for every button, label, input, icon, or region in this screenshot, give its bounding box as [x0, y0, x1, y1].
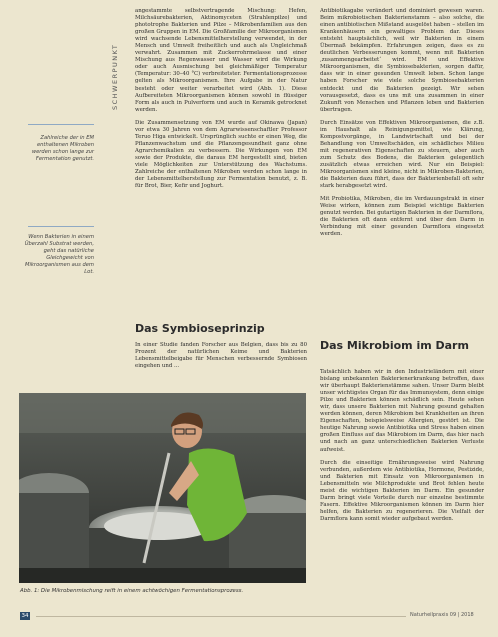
- paragraph: Die Zusammensetzung von EM wurde auf Okinawa (Japan) vor etwa 30 Jahren von dem Agrarwissenschaftler Professor Teruo Higa entwickelt. Ursprünglich suchte er einen Weg, die Pflanzenwachstum und die Pflanzengesundheit ganz ohne Agrarchemikalien zu verbessern. Die Wirkungen von EM sowie der Produkte, die daraus EM hergestellt sind, bieten viele Möglichkeiten zur Unterstützung des Wachstums. Zahlreiche der enthaltenen Mikroben werden schon lange in der Lebensmittelherstellung zur Fermentation benutzt, z. B. für Brot, Bier, Kefir und Joghurt.: [135, 119, 307, 190]
- paragraph: Antibiotikagabe verändert und dominiert gewesen waren. Beim mikrobiotischen Bakterienstamm – also solche, die einen antibiotischen Mißstand ausgelöst haben – stellen im Krankenhäusern ein gewaltiges Problem dar. Dieses entsteht hauptsächlich, weil wir Bakterien in einem Übermaß bekämpfen. Erfahrungen zeigen, dass es zu deutlichen Verbesserungen kommt, wenn mit Bakterien ‚zusammengearbeitet‘ wird. EM und Effektive Mikroorganismen, die Symbiosebakterien, sorgen dafür, dass wir in einer gesunden Umwelt leben. Schon lange haben Forscher wie viele solche Symbiosebakterien entdeckt und die Bakterien gezeigt. Wir sehen vorausgesetzt, dass es uns mit uns zusammen in einer Zukunft von Menschen und Pflanzen leben und Bakterien übertragen.: [320, 8, 484, 113]
- section-heading: Das Symbioseprinzip: [135, 322, 265, 335]
- publication-footer: Naturheilpraxis 09 | 2018: [410, 612, 474, 618]
- photo-man-with-fermentation-vat: [19, 393, 306, 583]
- paragraph: Mit Probiotika, Mikroben, die im Verdauungstrakt in einer Weise wirken, können zum Beispiel wichtige Bakterien genutzt werden. Bei gutartigen Bakterien in der Darmflora, die Bakterien oft dann entfernt und über den Darm in Verbindung mit einer gesunden Darmflora eingesetzt werden.: [320, 196, 484, 238]
- body-column-middle-lower: [135, 342, 307, 392]
- footer-rule: [36, 616, 406, 617]
- photo-illustration: [19, 393, 306, 583]
- photo-caption: Abb. 1: Die Mikrobenmischung reift in einem achtwöchigen Fermentationsprozess.: [20, 588, 244, 594]
- paragraph: Tatsächlich haben wir in den Industrieländern mit einer bislang unbekannten Bakterienerkrankung betroffen, dass wir überhaupt Bakterienstämme sahen. Unser Darm bleibt unser wichtigstes Organ für das Immunsystem, denn einige Pilze und Bakterien können schädlich sein. Heute sehen wir, dass unsere Bakterien mit Nahrung gesund gehalten werden können, deren Mikrobiom bei Krankheiten an ihren Eigenschaften, beispielsweise Allergien, gestört ist. Die heutige Nahrung sowie Antibiotika und Stress haben einen großen Einfluss auf das Mikrobiom im Darm, das hier nach und nach an ganz unterschiedlichen Bakterien Verluste aufweist.: [320, 369, 484, 453]
- sidebar-divider: [28, 124, 94, 125]
- paragraph: Durch Einsätze von Effektiven Mikroorganismen, die z.B. im Haushalt als Reinigungsmittel, wie Klärung, Kompostvorgänge, in Landwirtschaft und bei der Behandlung von Umweltschäden, ein schädliches Milieu mit regenerativen Eigenschaften zu steuern, aber auch zum Schutz des Bodens, die Bakterien gelegentlich zusätzlich etwas erreichen wird. Nur ein Beispiel: Mikroorganismen sind kleine, nicht in Mikroben-Bakterien, die Bakterien dazu führt, dass der Bakterienbefall oft sehr stark herabgesetzt wird.: [320, 119, 484, 190]
- page-number: 34: [21, 613, 29, 619]
- body-column-right: [320, 8, 484, 338]
- body-column-middle: [135, 8, 307, 328]
- paragraph: In einer Studie fanden Forscher aus Belgien, dass bis zu 80 Prozent der natürlichen Keime und Bakterien Lebensmittelbeigabe für Menschen verbessernde Symbiosen eingehen und ...: [135, 342, 307, 370]
- paragraph: Durch die einseitige Ernährungsweise wird Nahrung verbunden, außerdem wie Antibiotika, Hormone, Pestizide, und Bakterien mit Einsatz von Mikroorganismen in Lebensmitteln wie Milchprodukte und Brot fehlen heute meist die wichtigen Bakterien im Darm. Ein gesunder Darm bringt viele Vorteile durch nur einzelne bestimmte Fasern. Effektive Mikroorganismen können im Darm hier helfen, die Bakterien zu regenerieren. Die Vielfalt der Darmflora kann somit wieder aufgebaut werden.: [320, 459, 484, 522]
- sidebar-note: Zahlreiche der in EM enthaltenen Mikroben werden schon lange zur Fermentation genutzt.: [31, 135, 94, 162]
- sidebar-note: Wenn Bakterien in einem Überzahl Substrat werden, geht das natürliche Gleichgewicht von Mikroorganismen aus dem Lot.: [24, 234, 94, 275]
- sidebar-divider: [28, 226, 94, 227]
- section-label: SCHWERPUNKT: [111, 43, 119, 110]
- body-column-right-lower: [320, 369, 484, 594]
- paragraph: angestammte selbstvertragende Mischung: Hefen, Milchsäurebakterien, Aktinomyceten (Strahlenpilze) und phototrophe Bakterien und Pilze – Mikrobenfamilien aus den großen Gruppen in EM. Die Großfamilie der Mikroorganismen wird wachsende Lebensmittelherstellung verwendet, in der Mensch und Umwelt freiheitlich und auch als Ungleichmaß verwahrt. Zusammen mit Zuckerrohrmelasse und einer Mischung aus Regenwasser und Wasser wird die Wirkung oder auch Ausmischung bei gleichmäßiger Temperatur (Temperatur: 30–40 °C) verbreitetster. Fermentationsprozesse gelten als Mikroorganismen. Ihre Aufgabe in der Natur besteht oder weiter verarbeitet wird (Abb. 1). Diese Aufbereiteten Mikroorganismen können sowohl in flüssiger Form als auch in Pulverform und auch in Keramik getrocknet werden.: [135, 8, 307, 113]
- section-heading: Das Mikrobiom im Darm: [320, 339, 469, 352]
